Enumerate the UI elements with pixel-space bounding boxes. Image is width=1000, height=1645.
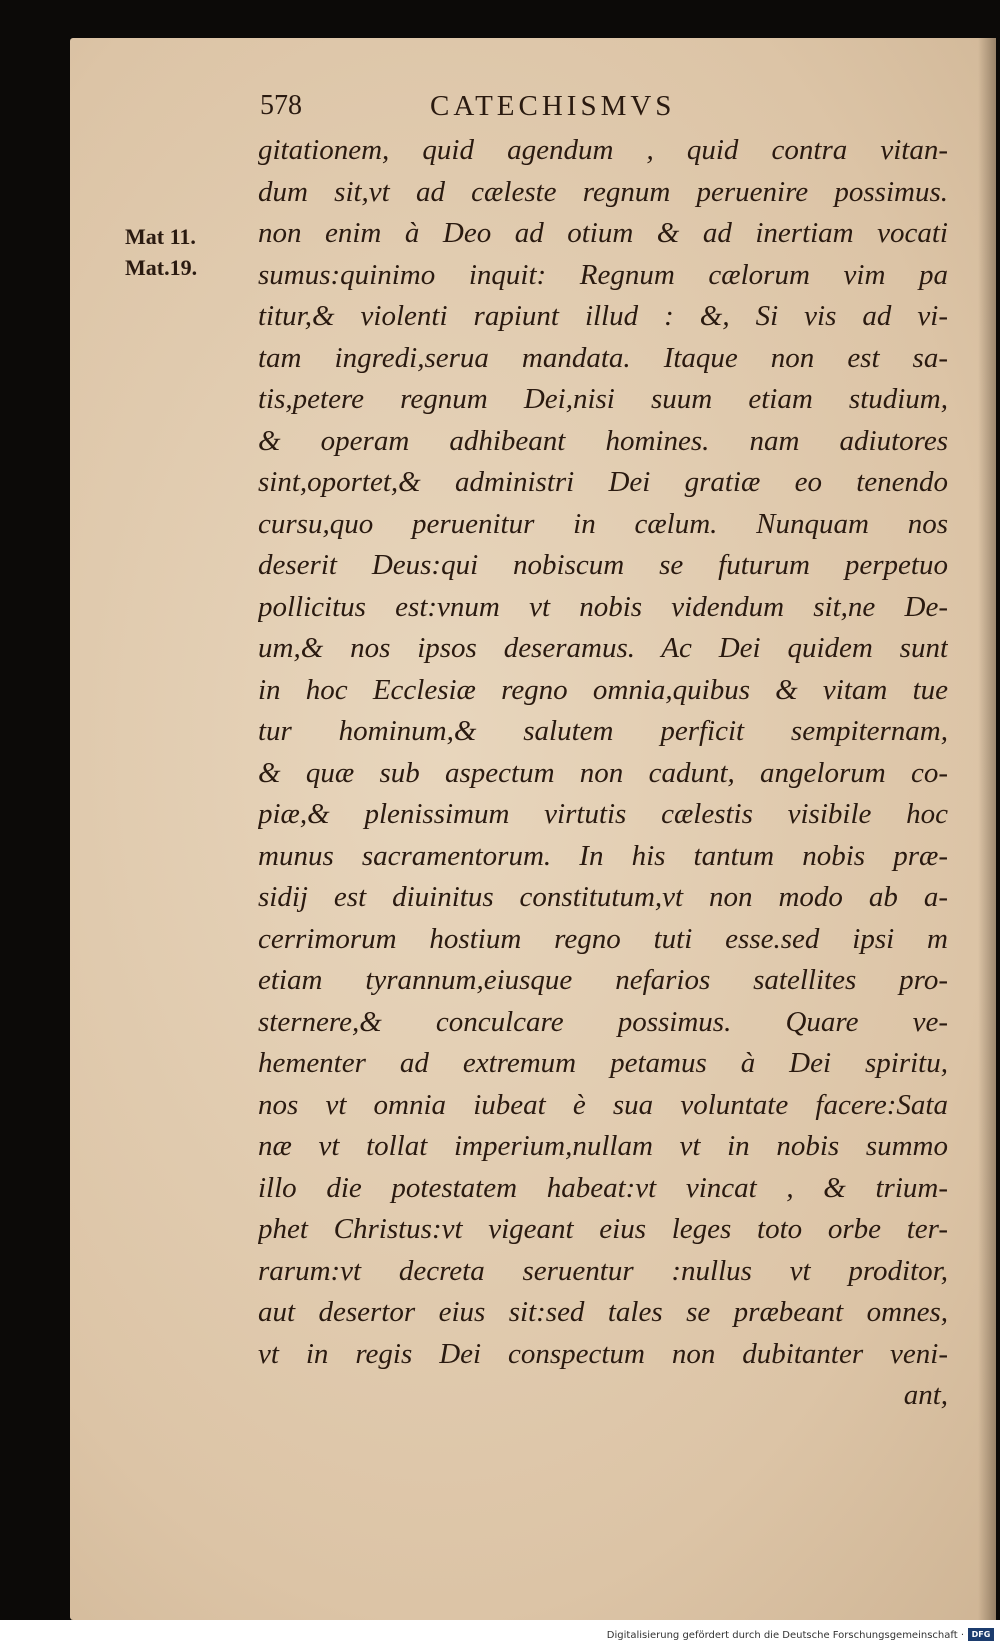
text-line: tis,petere regnum Dei,nisi suum etiam studium, [258,383,948,415]
text-line: næ vt tollat imperium,nullam vt in nobis summo [258,1130,948,1162]
page-number: 578 [260,90,302,121]
text-line: deserit Deus:qui nobiscum se futurum perpetuo [258,549,948,581]
text-line: aut desertor eius sit:sed tales se præbeant omnes, [258,1296,948,1328]
text-line: cursu,quo peruenitur in cælum. Nunquam nos [258,507,948,540]
footer-strip [0,1620,1000,1645]
text-line: sumus:quinimo inquit: Regnum cælorum vim pa [258,258,948,291]
text-line: tur hominum,& salutem perficit sempiternam, [258,715,948,747]
text-line: sidij est diuinitus constitutum,vt non modo ab a- [258,881,948,913]
text-line: sint,oportet,& administri Dei gratiæ eo tenendo [258,466,948,498]
dfg-logo: DFG [968,1628,994,1641]
text-line: etiam tyrannum,eiusque nefarios satellites pro- [258,964,948,996]
margin-note: Mat 11. [125,224,196,249]
text-line: dum sit,vt ad cæleste regnum peruenire possimus. [258,175,948,208]
funding-credit: Digitalisierung gefördert durch die Deutsche Forschungsgemeinschaft · [606,1630,964,1641]
text-line: gitationem, quid agendum , quid contra vitan- [258,134,948,166]
text-line: & operam adhibeant homines. nam adiutores [258,424,948,457]
text-line: titur,& violenti rapiunt illud : &, Si vis ad vi- [258,300,948,332]
body-text [258,130,948,1417]
text-line: nos vt omnia iubeat è sua voluntate facere:Sata [258,1088,948,1121]
catchword: ant, [903,1379,948,1411]
running-head: CATECHISMVS [430,90,676,122]
text-line: phet Christus:vt vigeant eius leges toto orbe ter- [258,1213,948,1245]
text-line: sternere,& conculcare possimus. Quare ve- [258,1005,948,1038]
text-line: pollicitus est:vnum vt nobis videndum sit,ne De- [258,590,948,623]
text-line: cerrimorum hostium regno tuti esse.sed ipsi m [258,922,948,955]
page-header [260,90,876,130]
margin-note: Mat.19. [125,255,198,280]
text-line: um,& nos ipsos deseramus. Ac Dei quidem sunt [258,632,948,664]
text-line: vt in regis Dei conspectum non dubitanter veni- [258,1337,948,1370]
text-line: illo die potestatem habeat:vt vincat , & trium- [258,1171,948,1204]
text-line: non enim à Deo ad otium & ad inertiam vocati [258,217,948,249]
text-line: hementer ad extremum petamus à Dei spiritu, [258,1047,948,1079]
text-line: & quæ sub aspectum non cadunt, angelorum co- [258,756,948,789]
text-line: tam ingredi,serua mandata. Itaque non est sa- [258,341,948,374]
margin-notes [125,221,225,283]
text-line: munus sacramentorum. In his tantum nobis præ- [258,839,948,872]
text-line: in hoc Ecclesiæ regno omnia,quibus & vitam tue [258,673,948,706]
page-edge-shadow [978,38,996,1620]
text-line: piæ,& plenissimum virtutis cælestis visibile hoc [258,798,948,830]
text-line: rarum:vt decreta seruentur :nullus vt proditor, [258,1254,948,1287]
paper-page [70,38,996,1620]
